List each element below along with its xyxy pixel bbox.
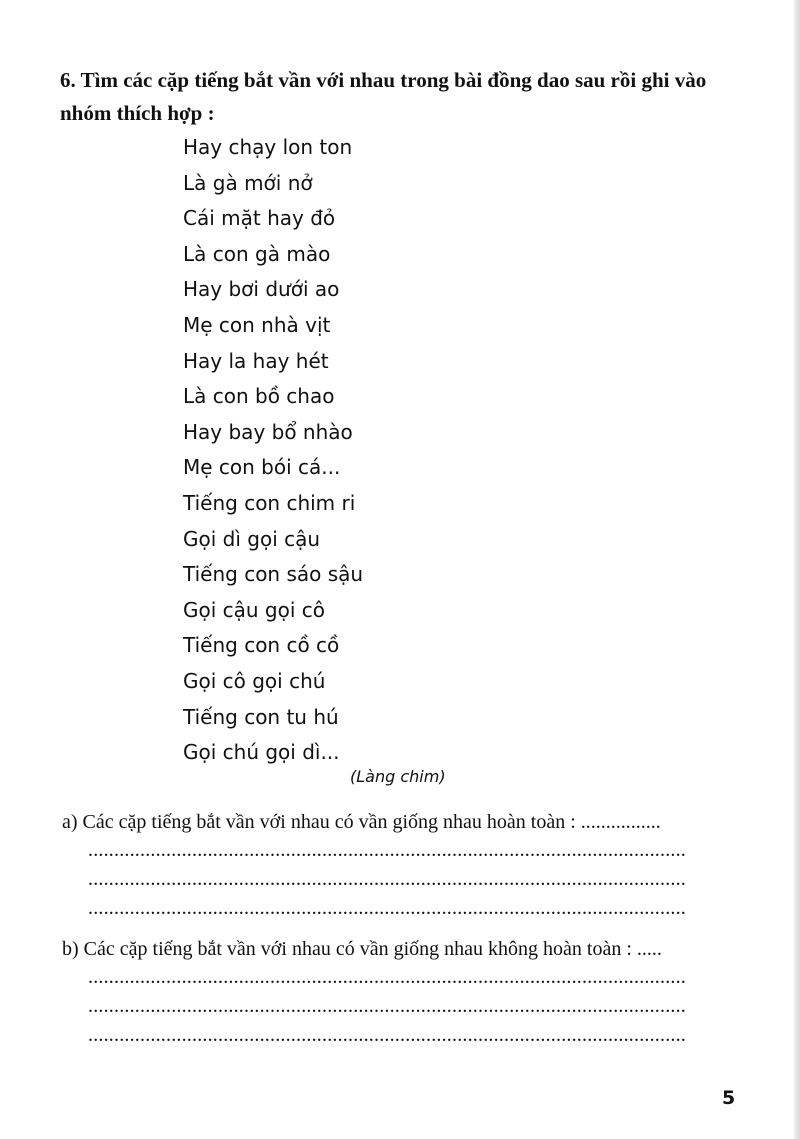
poem-line: Mẹ con bói cá... [183, 455, 341, 480]
page-number: 5 [722, 1087, 736, 1109]
answer-b-line-3[interactable]: ................................................................................................................... [88, 1024, 686, 1046]
poem-line: Hay bay bổ nhào [183, 419, 353, 444]
page-edge-strip [794, 0, 800, 1139]
answer-b-line-1[interactable]: ................................................................................................................... [88, 966, 686, 988]
poem-line: Gọi cô gọi chú [183, 668, 326, 693]
poem-line: Hay bơi dưới ao [183, 277, 340, 302]
poem-line: Hay la hay hét [183, 348, 329, 373]
poem-line: Là con bồ chao [183, 384, 335, 409]
poem-line: Tiếng con sáo sậu [183, 562, 364, 587]
poem-line: Gọi chú gọi dì... [183, 740, 340, 765]
answer-b-line-2[interactable]: ................................................................................................................... [88, 995, 686, 1017]
answer-section-a [62, 808, 738, 923]
poem-line: Là con gà mào [183, 241, 331, 266]
poem-line: Tiếng con chim ri [183, 490, 356, 515]
answer-a-line-2[interactable]: ................................................................................................................... [88, 868, 686, 890]
poem-line: Tiếng con tu hú [183, 704, 339, 729]
answer-a-line-1[interactable]: ................................................................................................................... [88, 839, 686, 861]
question-heading: 6. Tìm các cặp tiếng bắt vần với nhau trong bài đồng dao sau rồi ghi vào nhóm thích hợp : [60, 68, 707, 125]
poem-line: Mẹ con nhà vịt [183, 312, 331, 337]
poem [183, 130, 363, 771]
poem-line: Tiếng con cồ cồ [183, 633, 340, 658]
poem-line: Gọi cậu gọi cô [183, 597, 326, 622]
answer-section-b [62, 935, 738, 1050]
answer-a-prompt: a) Các cặp tiếng bắt vần với nhau có vần giống nhau hoàn toàn : ................ [62, 811, 661, 833]
answer-b-prompt: b) Các cặp tiếng bắt vần với nhau có vần giống nhau không hoàn toàn : ..... [62, 938, 662, 960]
answer-a-line-3[interactable]: ................................................................................................................... [88, 897, 686, 919]
poem-source: (Làng chim) [350, 767, 446, 786]
poem-line: Hay chạy lon ton [183, 135, 353, 159]
poem-line: Cái mặt hay đỏ [183, 206, 336, 231]
poem-line: Là gà mới nở [183, 170, 313, 195]
poem-line: Gọi dì gọi cậu [183, 526, 321, 551]
